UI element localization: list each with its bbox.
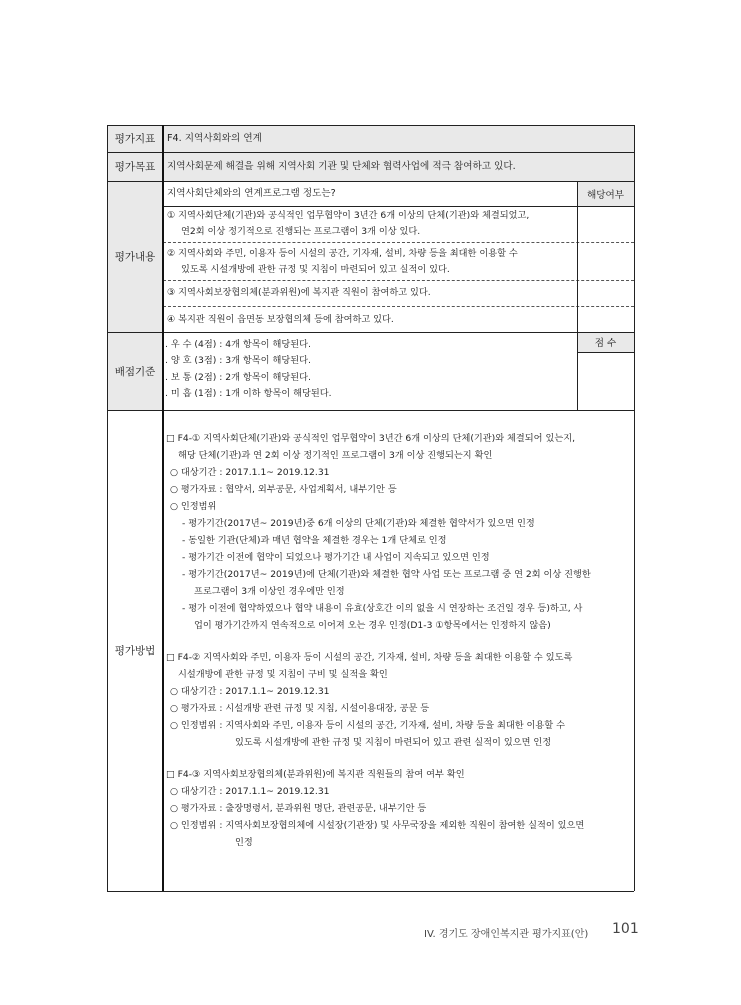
method-line-5: ○ 인정범위 xyxy=(170,501,217,512)
right-column-divider xyxy=(577,181,578,332)
item-divider xyxy=(163,280,634,281)
goal-label: 평가목표 xyxy=(107,152,163,181)
row-divider xyxy=(107,181,634,182)
method-line-10: 프로그램이 3개 이상인 경우에만 인정 xyxy=(194,586,345,597)
method-line-9: - 평가기간(2017년~ 2019년)에 단체(기관)와 체결한 협약 사업 또는 프로그램 중 연 2회 이상 진행한 xyxy=(182,569,591,580)
applicability-header: 해당여부 xyxy=(577,181,634,206)
method-line-13: □ F4-② 지역사회와 주민, 이용자 등이 시설의 공간, 기자재, 설비, 차량 등을 최대한 이용할 수 있도록 xyxy=(166,652,573,663)
table-border-left xyxy=(107,125,108,891)
row-divider xyxy=(107,410,634,411)
content-question: 지역사회단체와의 연계프로그램 정도는? xyxy=(167,188,336,199)
method-line-2: 해당 단체(기관)과 연 2회 이상 정기적인 프로그램이 3개 이상 진행되는지 확인 xyxy=(178,450,493,461)
method-line-4: ○ 평가자료 : 협약서, 외부공문, 사업계획서, 내부기안 등 xyxy=(170,484,397,495)
indicator-value: F4. 지역사회와의 연계 xyxy=(167,133,262,144)
scoring-line-3: . 보 통 (2점) : 2개 항목이 해당된다. xyxy=(165,372,311,383)
goal-value: 지역사회문제 해결을 위해 지역사회 기관 및 단체와 협력사업에 적극 참여하고 있다. xyxy=(167,161,516,172)
content-item-1-line-1: ① 지역사회단체(기관)와 공식적인 업무협약이 3년간 6개 이상의 단체(기관)와 체결되었고, xyxy=(167,210,530,221)
table-border-right xyxy=(634,125,635,891)
method-line-22: ○ 인정범위 : 지역사회보장협의체에 시설장(기관장) 및 사무국장을 제외한 직원이 참여한 실적이 있으면 xyxy=(170,820,585,831)
content-item-3: ③ 지역사회보장협의체(분과위원)에 복지관 직원이 참여하고 있다. xyxy=(167,287,431,298)
score-header-divider xyxy=(577,352,634,353)
method-line-18: 있도록 시설개방에 관한 규정 및 지침이 마련되어 있고 관련 실적이 있으면 인정 xyxy=(235,737,552,748)
method-line-20: ○ 대상기간 : 2017.1.1~ 2019.12.31 xyxy=(170,786,330,797)
method-line-21: ○ 평가자료 : 출장명령서, 분과위원 명단, 관련공문, 내부기안 등 xyxy=(170,803,427,814)
content-item-2-line-2: 있도록 시설개방에 관한 규정 및 지침이 마련되어 있고 실적이 있다. xyxy=(181,264,450,275)
method-line-1: □ F4-① 지역사회단체(기관)와 공식적인 업무협약이 3년간 6개 이상의 단체(기관)와 체결되어 있는지, xyxy=(166,433,576,444)
method-line-8: - 평가기간 이전에 협약이 되었으나 평가기간 내 사업이 지속되고 있으면 인정 xyxy=(182,552,490,563)
indicator-label: 평가지표 xyxy=(107,125,163,152)
content-item-1-line-2: 연2회 이상 정기적으로 진행되는 프로그램이 3개 이상 있다. xyxy=(181,226,421,237)
table-border-bottom xyxy=(107,891,634,892)
row-divider xyxy=(163,206,634,207)
method-line-16: ○ 평가자료 : 시설개방 관련 규정 및 지침, 시설이용대장, 공문 등 xyxy=(170,703,430,714)
row-divider xyxy=(107,152,634,153)
page-number: 101 xyxy=(612,921,639,937)
method-line-15: ○ 대상기간 : 2017.1.1~ 2019.12.31 xyxy=(170,686,330,697)
row-divider xyxy=(107,332,634,333)
content-item-2-line-1: ② 지역사회와 주민, 이용자 등이 시설의 공간, 기자재, 설비, 차량 등을 최대한 이용할 수 xyxy=(167,248,518,259)
scoring-line-1: . 우 수 (4점) : 4개 항목이 해당된다. xyxy=(165,339,311,350)
score-header: 점 수 xyxy=(577,332,634,352)
method-line-11: - 평가 이전에 협약하였으나 협약 내용이 유효(상호간 이의 없을 시 연장하는 조건일 경우 등)하고, 사 xyxy=(182,603,583,614)
method-label: 평가방법 xyxy=(107,410,163,891)
method-line-3: ○ 대상기간 : 2017.1.1~ 2019.12.31 xyxy=(170,467,330,478)
method-line-14: 시설개방에 관한 규정 및 지침이 구비 및 실적을 확인 xyxy=(178,669,388,680)
table-border-top xyxy=(107,125,634,126)
item-divider xyxy=(163,306,634,307)
scoring-line-4: . 미 흡 (1점) : 1개 이하 항목이 해당된다. xyxy=(165,388,332,399)
content-item-4: ④ 복지관 직원이 읍면동 보장협의체 등에 참여하고 있다. xyxy=(167,314,394,325)
method-line-23: 인정 xyxy=(235,837,253,848)
item-divider xyxy=(163,242,634,243)
label-column-divider xyxy=(162,125,164,891)
method-line-19: □ F4-③ 지역사회보장협의체(분과위원)에 복지관 직원들의 참여 여부 확인 xyxy=(166,769,465,780)
method-line-12: 업이 평가기간까지 연속적으로 이어져 오는 경우 인정(D1-3 ①항목에서는 인정하지 않음) xyxy=(194,620,551,631)
method-line-6: - 평가기간(2017년~ 2019년)중 6개 이상의 단체(기관)와 체결한 협약서가 있으면 인정 xyxy=(182,518,535,529)
content-label: 평가내용 xyxy=(107,181,163,332)
method-line-17: ○ 인정범위 : 지역사회와 주민, 이용자 등이 시설의 공간, 기자재, 설비, 차량 등을 최대한 이용할 수 xyxy=(170,720,565,731)
right-column-divider xyxy=(577,332,578,410)
footer-text: IV. 경기도 장애인복지관 평가지표(안) xyxy=(424,929,589,940)
method-line-7: - 동일한 기관(단체)과 매년 협약을 체결한 경우는 1개 단체로 인정 xyxy=(182,535,447,546)
scoring-label: 배점기준 xyxy=(107,332,163,410)
scoring-line-2: . 양 호 (3점) : 3개 항목이 해당된다. xyxy=(165,355,311,366)
